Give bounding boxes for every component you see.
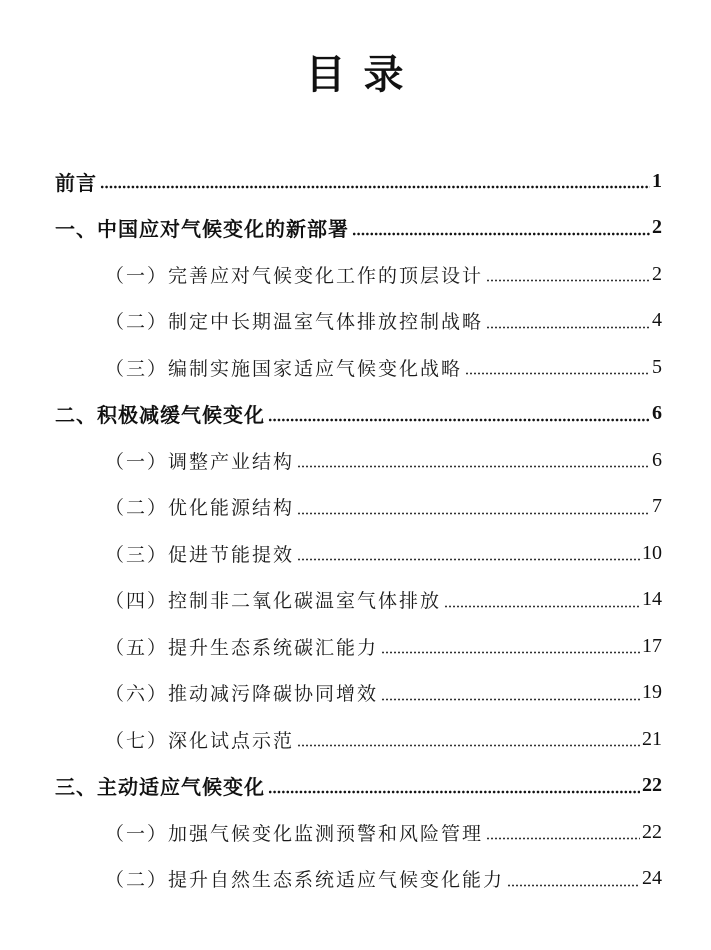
toc-entry <box>55 577 662 624</box>
toc-entry-label: （二）提升自然生态系统适应气候变化能力 <box>105 869 505 892</box>
toc-entry-page: 24 <box>642 867 662 890</box>
toc-entry-label: （二）制定中长期温室气体排放控制战略 <box>105 311 484 334</box>
toc-entry-page: 2 <box>652 262 662 285</box>
toc-leader <box>465 359 650 375</box>
toc-leader <box>297 499 650 515</box>
toc-entry-page: 7 <box>652 495 662 518</box>
toc-leader <box>268 406 650 422</box>
toc-leader <box>297 452 650 468</box>
toc-leader <box>100 173 650 189</box>
toc-leader <box>486 266 650 282</box>
toc-entry <box>55 530 662 577</box>
toc-leader <box>486 824 640 840</box>
toc-entry <box>55 437 662 484</box>
toc-leader <box>297 545 640 561</box>
toc-entry-page: 10 <box>642 541 662 564</box>
toc-entry-page: 14 <box>642 588 662 611</box>
toc-entry <box>55 344 662 391</box>
toc-entry-page: 21 <box>642 727 662 750</box>
toc-entry-page: 6 <box>652 448 662 471</box>
toc-entry <box>55 391 662 438</box>
toc-entry <box>55 763 662 810</box>
toc-entry-label: 前言 <box>55 170 97 195</box>
toc-entry-page: 4 <box>652 309 662 332</box>
toc-entry-page: 22 <box>642 774 662 797</box>
toc-entry-label: （三）编制实施国家适应气候变化战略 <box>105 357 463 380</box>
toc-leader <box>352 220 650 236</box>
toc-entry-page: 6 <box>652 402 662 425</box>
toc-entry-label: （六）推动减污降碳协同增效 <box>105 683 379 706</box>
table-of-contents <box>55 158 662 902</box>
toc-leader <box>381 638 640 654</box>
toc-entry <box>55 484 662 531</box>
toc-entry-label: （三）促进节能提效 <box>105 543 295 566</box>
toc-entry <box>55 670 662 717</box>
toc-leader <box>297 731 640 747</box>
toc-entry-page: 1 <box>652 169 662 192</box>
page-title: 目 录 <box>305 51 406 98</box>
toc-entry-label: （七）深化试点示范 <box>105 729 295 752</box>
toc-entry-label: 三、主动适应气候变化 <box>55 775 265 800</box>
toc-entry <box>55 856 662 903</box>
toc-entry <box>55 298 662 345</box>
toc-entry-label: （一）调整产业结构 <box>105 450 295 473</box>
toc-entry-label: （五）提升生态系统碳汇能力 <box>105 636 379 659</box>
toc-entry <box>55 716 662 763</box>
toc-entry-page: 2 <box>652 216 662 239</box>
toc-entry-label: 二、积极减缓气候变化 <box>55 403 265 428</box>
toc-leader <box>381 685 640 701</box>
toc-entry-label: （二）优化能源结构 <box>105 497 295 520</box>
toc-entry-label: 一、中国应对气候变化的新部署 <box>55 217 349 242</box>
toc-entry-page: 5 <box>652 355 662 378</box>
toc-entry <box>55 251 662 298</box>
toc-entry-page: 22 <box>642 820 662 843</box>
toc-leader <box>507 871 640 887</box>
toc-leader <box>268 778 640 794</box>
toc-entry-label: （一）加强气候变化监测预警和风险管理 <box>105 822 484 845</box>
toc-entry-page: 17 <box>642 634 662 657</box>
toc-leader <box>486 313 650 329</box>
toc-entry <box>55 809 662 856</box>
toc-leader <box>444 592 640 608</box>
toc-entry-label: （四）控制非二氧化碳温室气体排放 <box>105 590 442 613</box>
toc-entry <box>55 623 662 670</box>
toc-entry <box>55 205 662 252</box>
toc-entry-label: （一）完善应对气候变化工作的顶层设计 <box>105 264 484 287</box>
toc-entry-page: 19 <box>642 681 662 704</box>
toc-entry <box>55 158 662 205</box>
